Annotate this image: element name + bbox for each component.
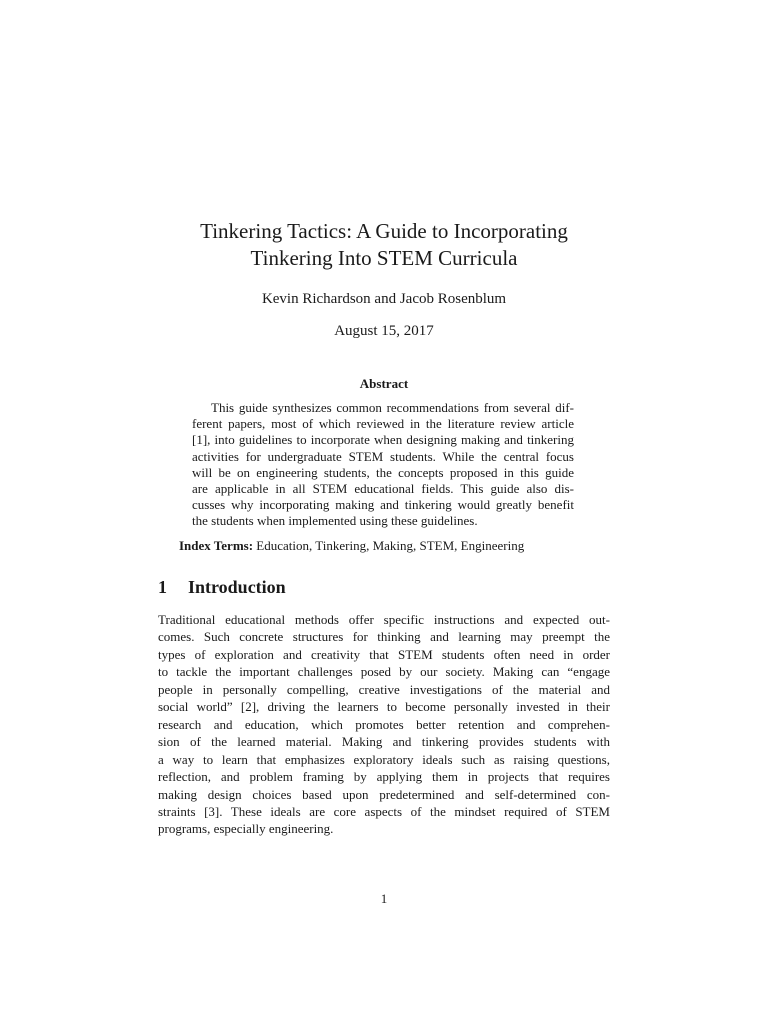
body-line: to tackle the important challenges posed by our society. Making can “engage <box>158 664 610 680</box>
abstract-line: activities for undergraduate STEM students. While the central focus <box>192 448 574 464</box>
title-line: Tinkering Tactics: A Guide to Incorporating <box>200 219 568 243</box>
body-line: sion of the learned material. Making and tinkering provides students with <box>158 734 610 750</box>
body-line: making design choices based upon predetermined and self-determined con- <box>158 786 610 802</box>
body-line: programs, especially engineering. <box>158 821 334 837</box>
page-number: 1 <box>380 891 388 906</box>
body-line: types of exploration and creativity that STEM students often need in order <box>158 646 610 662</box>
body-line: Traditional educational methods offer specific instructions and expected out- <box>158 612 610 627</box>
abstract-line: are applicable in all STEM educational fields. This guide also dis- <box>192 481 574 497</box>
body-line: research and education, which promotes better retention and comprehen- <box>158 716 610 732</box>
index-terms <box>179 538 524 554</box>
index-terms-value: Education, Tinkering, Making, STEM, Engineering <box>256 538 525 553</box>
section-heading <box>158 577 286 598</box>
introduction-body <box>158 611 610 838</box>
paper-date: August 15, 2017 <box>334 323 434 339</box>
body-line: straints [3]. These ideals are core aspects of the mindset required of STEM <box>158 803 610 819</box>
paper-authors: Kevin Richardson and Jacob Rosenblum <box>261 291 507 307</box>
abstract-line: the students when implemented using these guidelines. <box>192 513 478 529</box>
body-line: reflection, and problem framing by applying them in projects that requires <box>158 769 610 785</box>
abstract-line: ferent papers, most of which reviewed in the literature review article <box>192 416 574 432</box>
abstract-line: This guide synthesizes common recommendations from several dif- <box>211 400 574 415</box>
abstract-body <box>192 400 574 530</box>
abstract-line: cusses why incorporating making and tinkering would greatly benefit <box>192 497 574 513</box>
abstract-heading: Abstract <box>359 376 409 391</box>
body-line: social world” [2], driving the learners to become personally invested in their <box>158 699 610 715</box>
index-terms-label: Index Terms: <box>179 538 254 553</box>
body-line: people in personally compelling, creative investigations of the material and <box>158 681 610 697</box>
paper-title <box>0 218 768 272</box>
section-number: 1 <box>158 577 167 597</box>
body-line: a way to learn that emphasizes exploratory ideals such as raising questions, <box>158 751 610 767</box>
abstract-line: [1], into guidelines to incorporate when designing making and tinkering <box>192 432 574 448</box>
body-line: comes. Such concrete structures for thinking and learning may preempt the <box>158 629 610 645</box>
title-line: Tinkering Into STEM Curricula <box>250 246 518 270</box>
section-title: Introduction <box>188 577 286 597</box>
abstract-line: will be on engineering students, the concepts proposed in this guide <box>192 464 574 480</box>
